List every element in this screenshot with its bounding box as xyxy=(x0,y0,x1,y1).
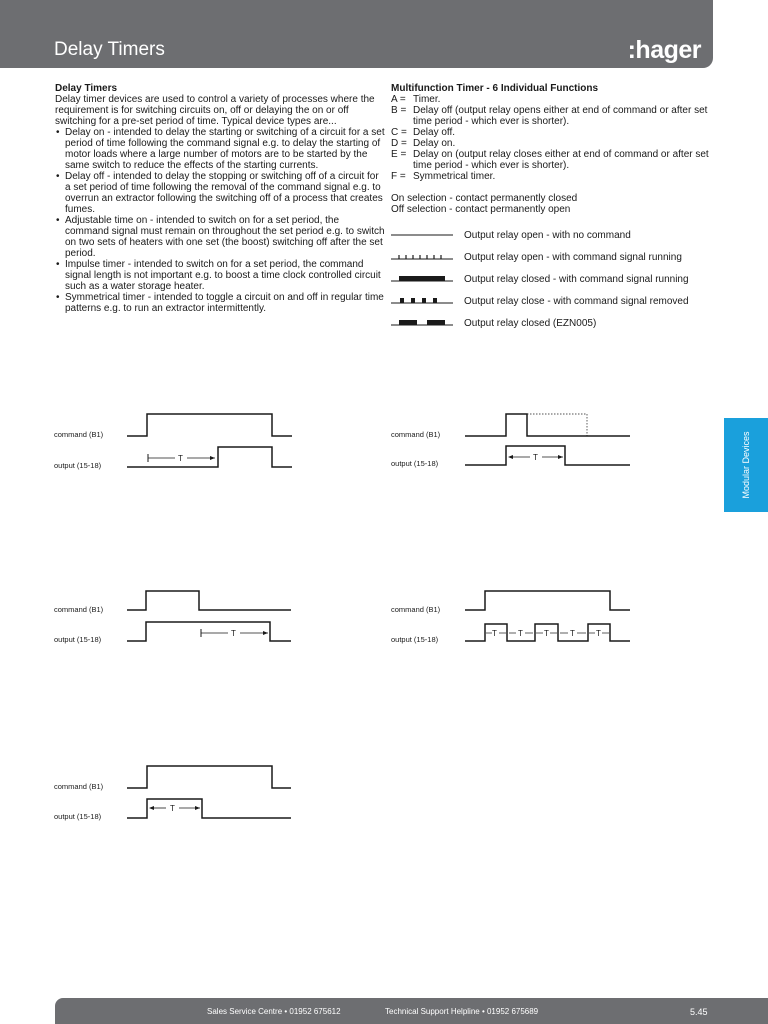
page-title: Delay Timers xyxy=(54,39,165,60)
list-item: • Delay off - intended to delay the stopping or switching off of a circuit for a set period of time following the removal of the command signal e.g. to overrun an extractor following the switching off of a process that creates fumes. xyxy=(55,171,385,215)
output-label: output (15-18) xyxy=(391,635,439,644)
t-label: T xyxy=(570,629,575,638)
t-interval xyxy=(560,629,586,638)
t-interval xyxy=(536,629,557,638)
legend-text: Output relay close - with command signal removed xyxy=(464,295,689,307)
timing-diagram-delay-off xyxy=(50,583,300,653)
off-selection-note: Off selection - contact permanently open xyxy=(391,204,571,215)
t-label: T xyxy=(596,629,601,638)
t-interval xyxy=(589,629,609,638)
t-interval xyxy=(486,629,506,638)
intro-paragraph: Delay timer devices are used to control a variety of processes where the requirement is for switching circuits on, off or delaying the on or off switching for a pre-set period of time. Typical device types are... xyxy=(55,94,375,127)
function-letter: C = xyxy=(391,127,407,138)
section-title-multifunction: Multifunction Timer - 6 Individual Functions xyxy=(391,83,599,94)
modular-devices-tab[interactable] xyxy=(724,418,768,512)
legend-row xyxy=(391,268,721,290)
arrow-head-icon xyxy=(195,806,200,810)
output-label: output (15-18) xyxy=(54,812,102,821)
legend-text: Output relay open - with command signal running xyxy=(464,251,682,263)
command-signal xyxy=(127,591,291,610)
t-label: T xyxy=(544,629,549,638)
function-list xyxy=(391,94,721,182)
side-tab-label: Modular Devices xyxy=(741,431,751,499)
function-text: Delay on. xyxy=(413,138,456,149)
command-signal xyxy=(465,414,630,436)
arrow-head-icon xyxy=(263,631,268,635)
function-letter: E = xyxy=(391,149,407,160)
legend-row xyxy=(391,312,721,334)
function-item xyxy=(391,127,721,138)
list-item: • Impulse timer - intended to switch on for a set period, the command signal length is not important e.g. to boost a time clock controlled circuit such as a water storage heater. xyxy=(55,259,385,292)
output-label: output (15-18) xyxy=(54,635,102,644)
command-dotted-extension xyxy=(527,414,587,436)
t-label: T xyxy=(492,629,497,638)
left-column xyxy=(55,83,385,314)
command-label: command (B1) xyxy=(391,430,441,439)
t-interval xyxy=(509,629,533,638)
function-text: Delay off (output relay opens either at end of command or after set time period - which ever is shorter). xyxy=(413,105,708,127)
command-signal xyxy=(127,766,291,788)
legend-text: Output relay closed (EZN005) xyxy=(464,317,597,329)
list-item: • Symmetrical timer - intended to toggle a circuit on and off in regular time patterns e.g. to run an extractor intermittently. xyxy=(55,292,385,314)
command-label: command (B1) xyxy=(54,430,104,439)
legend-row xyxy=(391,246,721,268)
output-label: output (15-18) xyxy=(54,461,102,470)
command-label: command (B1) xyxy=(54,782,104,791)
page-footer xyxy=(55,998,768,1024)
t-label: T xyxy=(518,629,523,638)
page-number: 5.45 xyxy=(690,1007,708,1017)
output-signal xyxy=(465,446,630,465)
on-selection-note: On selection - contact permanently closed xyxy=(391,193,578,204)
output-signal xyxy=(127,447,292,467)
command-signal xyxy=(127,414,292,436)
function-letter: D = xyxy=(391,138,407,149)
legend-symbol-open-no-command xyxy=(391,229,453,241)
function-text: Timer. xyxy=(413,94,441,105)
function-item xyxy=(391,171,721,182)
function-item xyxy=(391,105,721,127)
t-label: T xyxy=(533,453,538,462)
timing-diagram-adjustable-time-on xyxy=(50,760,300,830)
page-header xyxy=(0,0,713,68)
command-label: command (B1) xyxy=(54,605,104,614)
command-signal xyxy=(465,591,630,610)
t-label: T xyxy=(170,804,175,813)
t-label: T xyxy=(231,629,236,638)
timing-diagram-impulse xyxy=(388,408,638,478)
section-title-delay-timers: Delay Timers xyxy=(55,83,118,94)
function-item xyxy=(391,94,721,105)
list-item: • Delay on - intended to delay the starting or switching of a circuit for a set period of time following the command signal e.g. to delay the starting of motor loads where a large number of motors are to be started by the same switch to reduce the effects of the starting currents. xyxy=(55,127,385,171)
function-item xyxy=(391,149,721,171)
legend-symbol-closed-ezn005 xyxy=(391,317,453,329)
timing-diagram-delay-on xyxy=(50,408,300,478)
legend-symbol-open-command-running xyxy=(391,251,453,263)
relay-legend xyxy=(391,224,721,334)
legend-symbol-closed-command-running xyxy=(391,273,453,285)
list-item: • Adjustable time on - intended to switch on for a set period, the command signal must remain on throughout the set period e.g. to switch on two sets of heaters with one set (the boost) switching off after the set period. xyxy=(55,215,385,259)
function-letter: A = xyxy=(391,94,406,105)
function-letter: F = xyxy=(391,171,406,182)
arrow-head-icon xyxy=(558,455,563,459)
timing-diagram-symmetrical xyxy=(388,583,638,653)
selection-notes xyxy=(391,193,721,215)
arrow-head-icon xyxy=(210,456,215,460)
function-letter: B = xyxy=(391,105,407,116)
output-signal xyxy=(127,622,291,641)
t-label: T xyxy=(178,454,183,463)
legend-text: Output relay open - with no command xyxy=(464,229,631,241)
legend-text: Output relay closed - with command signal running xyxy=(464,273,689,285)
command-label: command (B1) xyxy=(391,605,441,614)
hager-logo: :hager xyxy=(627,36,701,64)
function-text: Delay off. xyxy=(413,127,456,138)
legend-row xyxy=(391,224,721,246)
function-item xyxy=(391,138,721,149)
legend-symbol-closed-command-removed xyxy=(391,295,453,307)
timer-types-list xyxy=(55,127,385,314)
output-label: output (15-18) xyxy=(391,459,439,468)
right-column xyxy=(391,83,721,334)
legend-row xyxy=(391,290,721,312)
function-text: Delay on (output relay closes either at end of command or after set time period - which ever is shorter). xyxy=(413,149,709,171)
technical-support-contact: Technical Support Helpline • 01952 675689 xyxy=(385,1007,539,1016)
sales-service-contact: Sales Service Centre • 01952 675612 xyxy=(207,1007,341,1016)
function-text: Symmetrical timer. xyxy=(413,171,496,182)
